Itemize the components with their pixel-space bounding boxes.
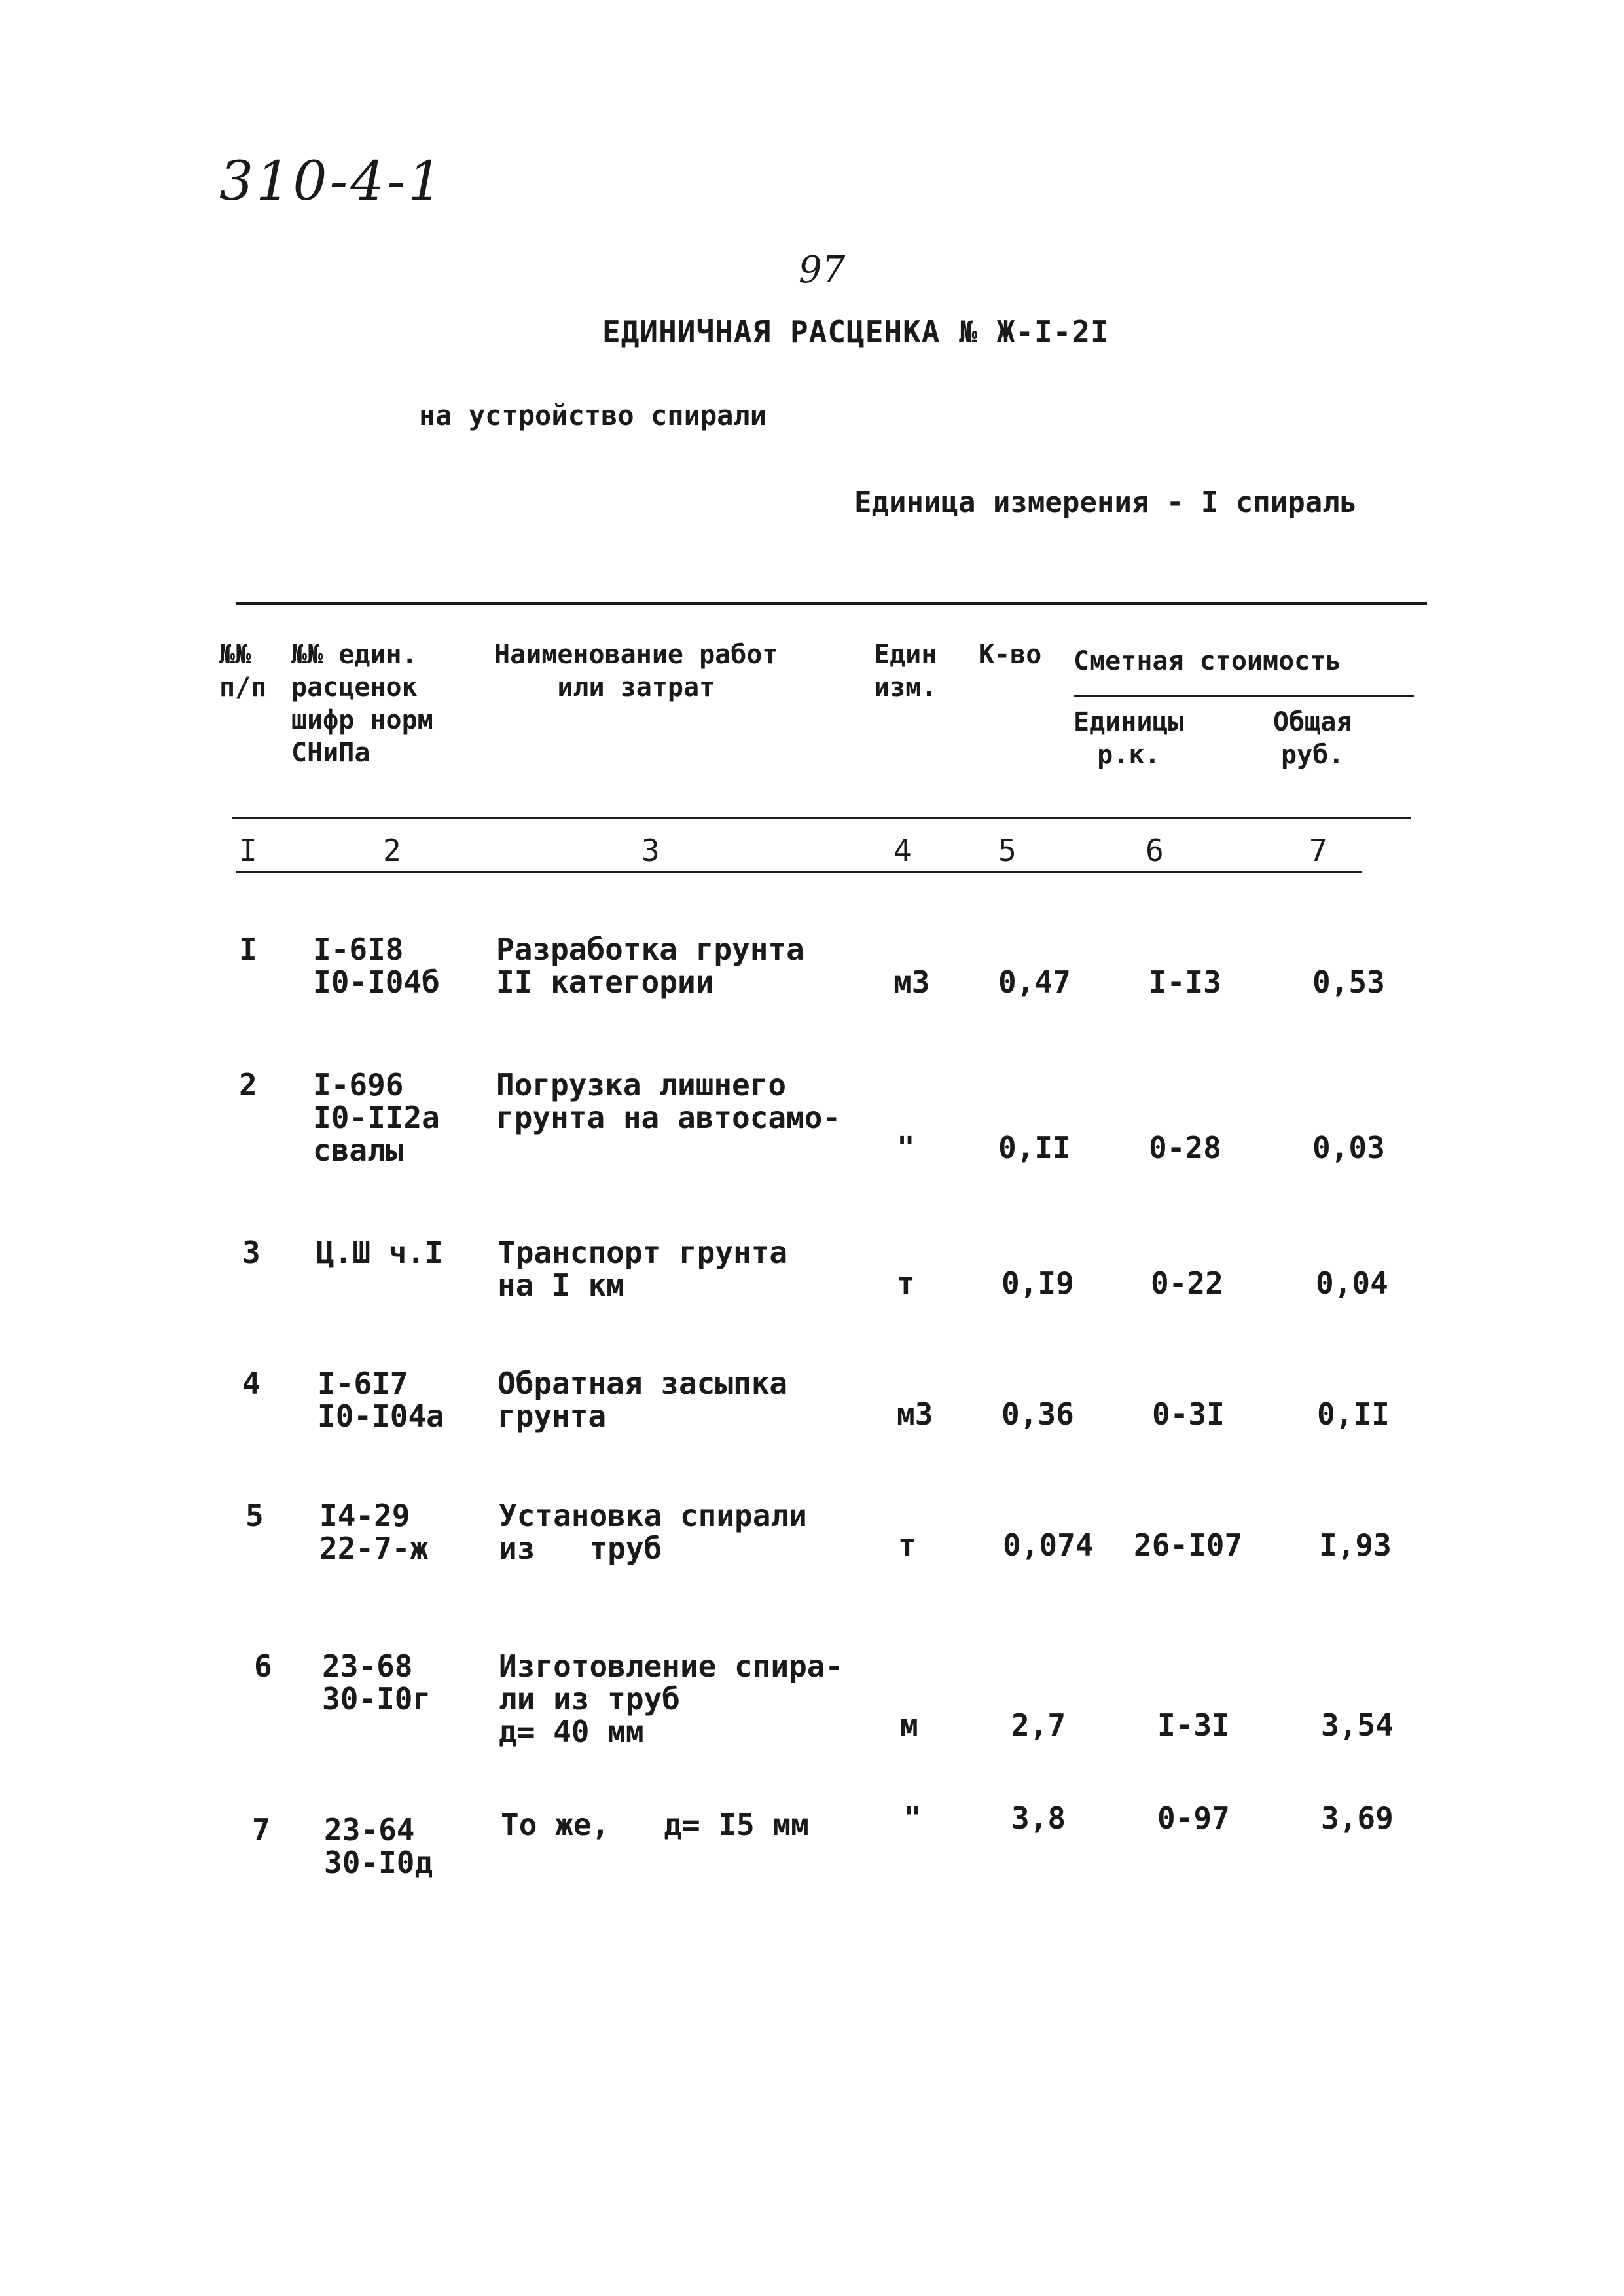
header-unit: Един изм. <box>874 640 937 702</box>
row-number: 4 <box>242 1366 261 1401</box>
rate-codes: I4-29 22-7-ж <box>319 1498 429 1566</box>
document-subtitle: на устройство спирали <box>419 399 767 431</box>
unit-cost-cell: I-I3 <box>1149 964 1221 1000</box>
row-number: I <box>239 932 257 967</box>
unit-cell: " <box>903 1800 922 1836</box>
quantity-cell: 0,I9 <box>1001 1266 1074 1301</box>
work-name: Обратная засыпка грунта <box>497 1366 788 1434</box>
header-number: №№ п/п <box>219 640 267 702</box>
rate-codes: I-6I7 I0-I04а <box>317 1366 444 1434</box>
row-number: 5 <box>245 1498 264 1533</box>
header-total: Общая руб. <box>1273 707 1352 770</box>
column-number: 3 <box>641 833 660 868</box>
document-title: ЕДИНИЧНАЯ РАСЦЕНКА № Ж-I-2I <box>602 314 1110 350</box>
measurement-unit-line: Единица измерения - I спираль <box>854 486 1358 519</box>
work-name: Разработка грунта II категории <box>496 932 804 1000</box>
column-number: 5 <box>998 833 1017 868</box>
row-number: 2 <box>239 1067 257 1102</box>
total-cell: I,93 <box>1319 1527 1392 1563</box>
unit-cell: м <box>900 1707 918 1743</box>
total-cell: 3,54 <box>1321 1707 1394 1743</box>
row-number: 7 <box>252 1812 270 1848</box>
header-work-name: Наименование работ или затрат <box>494 640 778 702</box>
header-quantity: К-во <box>979 640 1042 670</box>
quantity-cell: 0,074 <box>1003 1527 1094 1563</box>
unit-cell: т <box>898 1527 916 1563</box>
total-cell: 0,03 <box>1312 1130 1385 1165</box>
work-name: То же, д= I5 мм <box>501 1807 809 1842</box>
column-number: 2 <box>383 833 401 868</box>
unit-cell: м3 <box>897 1396 933 1432</box>
unit-cell: " <box>897 1130 915 1165</box>
header-rate-codes: №№ един. расценок шифр норм СНиПа <box>291 640 433 768</box>
work-name: Погрузка лишнего грунта на автосамо- <box>496 1067 841 1135</box>
column-number: 4 <box>893 833 912 868</box>
work-name: Установка спирали из труб <box>499 1498 807 1566</box>
rate-codes: 23-64 30-I0д <box>324 1812 433 1880</box>
unit-cell: м3 <box>893 964 930 1000</box>
rate-codes: Ц.Ш ч.I <box>316 1235 443 1270</box>
row-number: 3 <box>242 1235 261 1270</box>
header-cost-group: Сметная стоимость <box>1074 646 1342 676</box>
column-number: 7 <box>1309 833 1327 868</box>
column-number: 6 <box>1146 833 1164 868</box>
quantity-cell: 0,47 <box>998 964 1071 1000</box>
table-top-rule <box>236 602 1427 605</box>
work-name: Транспорт грунта на I км <box>497 1235 788 1303</box>
header-unit-cost: Единицы р.к. <box>1074 707 1184 770</box>
quantity-cell: 3,8 <box>1011 1800 1066 1836</box>
total-cell: 3,69 <box>1321 1800 1394 1836</box>
quantity-cell: 0,II <box>998 1130 1071 1165</box>
work-name: Изготовление спира- ли из труб д= 40 мм <box>499 1649 844 1749</box>
total-cell: 0,53 <box>1312 964 1385 1000</box>
unit-cost-cell: I-3I <box>1157 1707 1230 1743</box>
unit-cost-cell: 0-22 <box>1151 1266 1223 1301</box>
rate-codes: I-696 I0-II2а свалы <box>313 1067 440 1168</box>
quantity-cell: 2,7 <box>1011 1707 1066 1743</box>
unit-cost-cell: 0-28 <box>1149 1130 1221 1165</box>
column-numbers-rule <box>236 871 1362 873</box>
header-bottom-rule <box>232 817 1411 819</box>
document-code: 310-4-1 <box>219 151 445 213</box>
quantity-cell: 0,36 <box>1001 1396 1074 1432</box>
unit-cost-cell: 0-3I <box>1152 1396 1225 1432</box>
unit-cell: т <box>897 1266 915 1301</box>
unit-cost-cell: 0-97 <box>1157 1800 1230 1836</box>
page-number: 97 <box>799 249 846 291</box>
total-cell: 0,04 <box>1316 1266 1388 1301</box>
cost-group-rule <box>1074 695 1414 697</box>
rate-codes: I-6I8 I0-I04б <box>313 932 440 1000</box>
row-number: 6 <box>254 1649 272 1684</box>
column-number: I <box>239 833 257 868</box>
total-cell: 0,II <box>1317 1396 1390 1432</box>
rate-codes: 23-68 30-I0г <box>322 1649 431 1717</box>
unit-cost-cell: 26-I07 <box>1134 1527 1243 1563</box>
